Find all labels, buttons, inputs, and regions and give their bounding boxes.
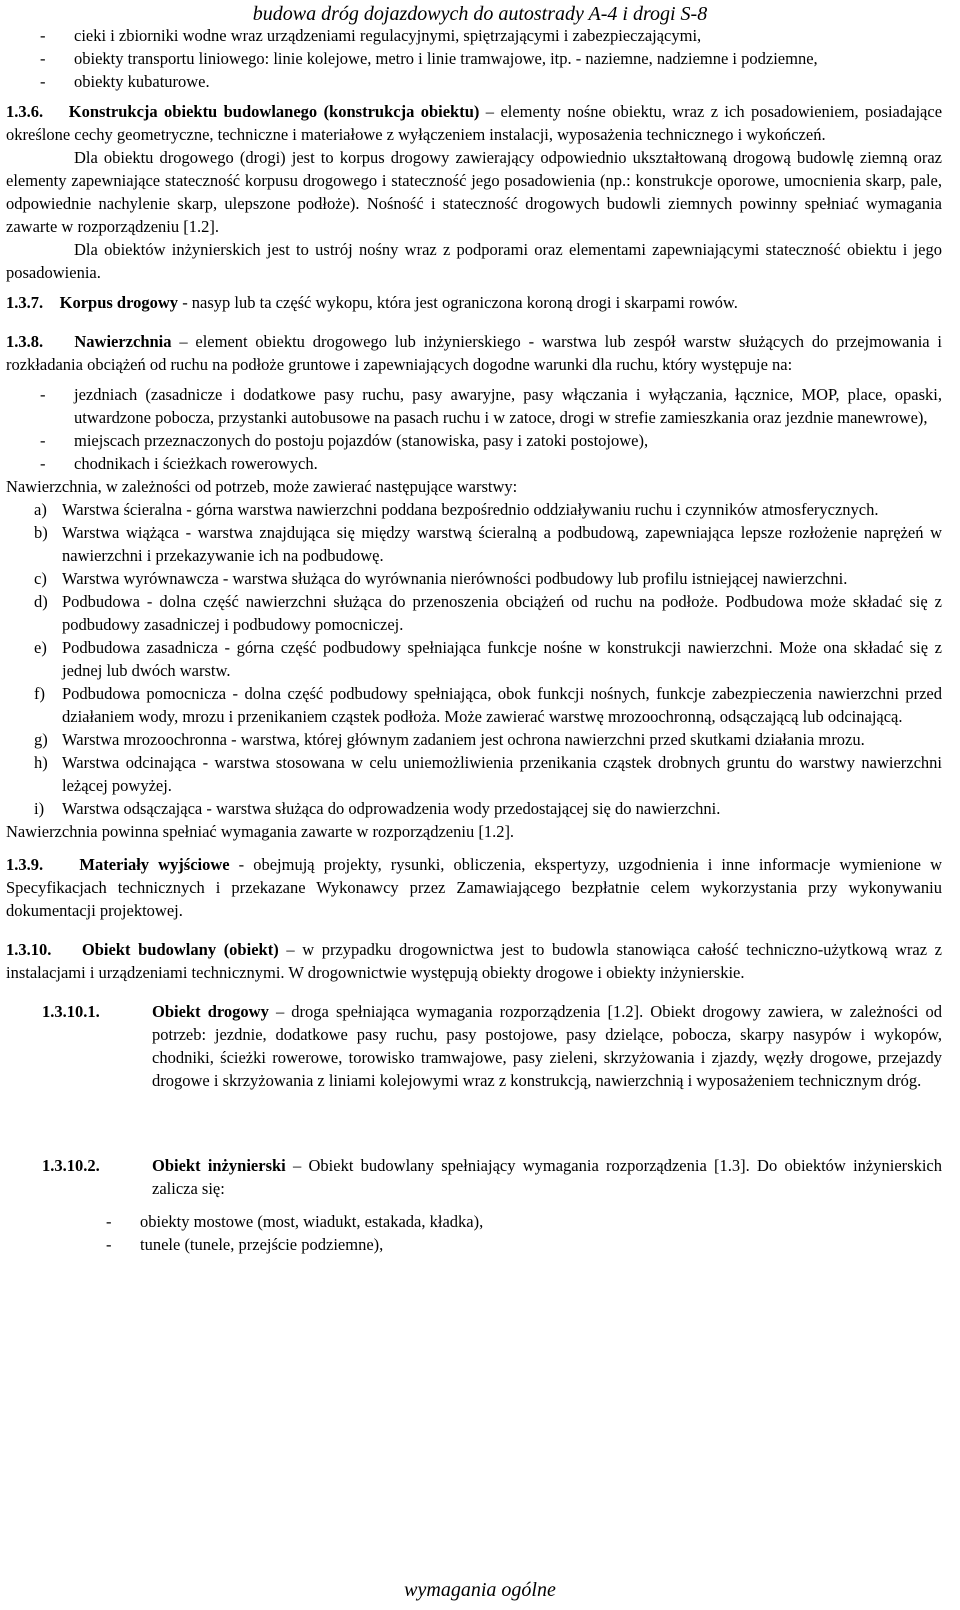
layer-item: i) Warstwa odsączająca - warstwa służąca do odprowadzenia wody przedostającej się do nawierzchni. <box>34 799 721 818</box>
list-marker: c) <box>34 569 47 588</box>
dash-marker: - <box>40 72 46 91</box>
list-marker: b) <box>34 523 48 542</box>
list-marker: g) <box>34 730 48 749</box>
list-item: - obiekty transportu liniowego: linie kolejowe, metro i linie tramwajowe, itp. - naziemne, nadziemne i podziemne, <box>40 49 818 68</box>
layer-item: a) Warstwa ścieralna - górna warstwa nawierzchni poddana bezpośrednio oddziaływaniu ruchu i czynników atmosferycznych. <box>34 500 879 519</box>
layer-item: d) Podbudowa - dolna część nawierzchni służąca do przenoszenia obciążeń od ruchu na podłoże. Podbudowa może składać się z podbudowy zasadniczej i podbudowy pomocniczej. <box>34 592 942 634</box>
section-term: Nawierzchnia <box>74 332 172 351</box>
section-number: 1.3.10. <box>6 940 52 959</box>
section-term: Materiały wyjściowe <box>79 855 230 874</box>
section-term: Korpus drogowy <box>59 293 179 312</box>
layer-item: b) Warstwa wiążąca - warstwa znajdująca się między warstwą ścieralną a podbudową, zapewniająca lepsze rozłożenie naprężeń w nawierzchni i przekazywanie ich na podbudowę. <box>34 523 942 565</box>
list-item: - obiekty mostowe (most, wiadukt, estakada, kładka), <box>106 1212 484 1231</box>
section-1-3-6: 1.3.6. Konstrukcja obiektu budowlanego (konstrukcja obiektu) – elementy nośne obiektu, wraz z ich posadowieniem, posiadające określone cechy geometryczne, techniczne i materiałowe z wyłączeniem instalacji, wyposażenia technicznego i wykończeń. <box>6 102 943 144</box>
page-footer: wymagania ogólne <box>404 1579 556 1601</box>
section-1-3-8: 1.3.8. Nawierzchnia – element obiektu drogowego lub inżynierskiego - warstwa lub zespół warstw służących do przejmowania i rozkładania obciążeń od ruchu na podłoże gruntowe i zapewniających dogodne warunki dla ruchu, który występuje na: <box>6 332 942 374</box>
list-item: - cieki i zbiorniki wodne wraz urządzeniami regulacyjnymi, spiętrzającymi i zabezpieczającymi, <box>40 26 702 45</box>
list-marker: i) <box>34 799 45 818</box>
document-body <box>6 24 942 1256</box>
section-term: Konstrukcja obiektu budowlanego (konstrukcja obiektu) <box>68 102 480 121</box>
list-marker: e) <box>34 638 47 657</box>
section-number: 1.3.7. <box>6 293 44 312</box>
list-marker: d) <box>34 592 48 611</box>
dash-marker: - <box>106 1235 112 1254</box>
dash-marker: - <box>40 49 46 68</box>
list-item: - chodnikach i ścieżkach rowerowych. <box>40 454 318 473</box>
section-1-3-10-1: 1.3.10.1. Obiekt drogowy – droga spełniająca wymagania rozporządzenia [1.2]. Obiekt drogowy zawiera, w zależności od potrzeb: jezdnie, dodatkowe pasy ruchu, pasy postojowe, pasy dzielące, pobocza, skarpy nasypów i wykopów, chodniki, ścieżki rowerowe, torowisko tramwajowe, pasy zieleni, skrzyżowania i zjazdy, węzły drogowe, przejazdy drogowe i skrzyżowania z liniami kolejowymi wraz z konstrukcją, nawierzchnią i wyposażeniem technicznym dróg. <box>42 1002 942 1090</box>
page-header: budowa dróg dojazdowych do autostrady A-4 i drogi S-8 <box>252 3 708 25</box>
section-1-3-10-2: 1.3.10.2. Obiekt inżynierski – Obiekt budowlany spełniający wymagania rozporządzenia [1.3]. Do obiektów inżynierskich zalicza się: <box>42 1156 942 1198</box>
list-item: - tunele (tunele, przejście podziemne), <box>106 1235 384 1254</box>
dash-marker: - <box>106 1212 112 1231</box>
section-term: Obiekt inżynierski <box>152 1156 286 1175</box>
section-number: 1.3.9. <box>6 855 44 874</box>
list-marker: a) <box>34 500 47 519</box>
list-marker: h) <box>34 753 48 772</box>
list-item: - miejscach przeznaczonych do postoju pojazdów (stanowiska, pasy i zatoki postojowe), <box>40 431 649 450</box>
list-item: - jezdniach (zasadnicze i dodatkowe pasy ruchu, pasy awaryjne, pasy włączania i wyłączania, łącznice, MOP, place, opaski, utwardzone pobocza, przystanki autobusowe na pasach ruchu i w zatoce, drogi w strefie zamieszkania oraz jezdnie manewrowe), <box>40 385 942 427</box>
section-number: 1.3.8. <box>6 332 44 351</box>
layer-item: e) Podbudowa zasadnicza - górna część podbudowy spełniająca funkcje nośne w konstrukcji nawierzchni. Może ona składać się z jednej lub dwóch warstw. <box>34 638 942 680</box>
section-term: Obiekt drogowy <box>152 1002 269 1021</box>
dash-marker: - <box>40 431 46 450</box>
paragraph: Nawierzchnia, w zależności od potrzeb, może zawierać następujące warstwy: <box>6 477 518 496</box>
section-1-3-10: 1.3.10. Obiekt budowlany (obiekt) – w przypadku drogownictwa jest to budowla stanowiąca całość techniczno-użytkową wraz z instalacjami i urządzeniami technicznymi. W drogownictwie występują obiekty drogowe i obiekty inżynierskie. <box>6 940 942 982</box>
layer-item: c) Warstwa wyrównawcza - warstwa służąca do wyrównania nierówności podbudowy lub profilu istniejącej nawierzchni. <box>34 569 848 588</box>
list-item: - obiekty kubaturowe. <box>40 72 210 91</box>
dash-marker: - <box>40 26 46 45</box>
section-1-3-7: 1.3.7. Korpus drogowy - nasyp lub ta część wykopu, która jest ograniczona koroną drogi i skarpami rowów. <box>6 293 738 312</box>
paragraph: Dla obiektów inżynierskich jest to ustrój nośny wraz z podporami oraz elementami zapewniającymi stateczność obiektu i jego posadowienia. <box>6 240 942 282</box>
dash-marker: - <box>40 385 46 404</box>
dash-marker: - <box>40 454 46 473</box>
layer-item: h) Warstwa odcinająca - warstwa stosowana w celu uniemożliwienia przenikania cząstek drobnych gruntu do warstwy nawierzchni leżącej powyżej. <box>34 753 942 795</box>
list-marker: f) <box>34 684 45 703</box>
section-number: 1.3.6. <box>6 102 44 121</box>
section-1-3-9: 1.3.9. Materiały wyjściowe - obejmują projekty, rysunki, obliczenia, ekspertyzy, uzgodnienia i inne informacje wymienione w Specyfikacjach technicznych i przekazane Wykonawcy przez Zamawiającego bezpłatnie celem wykorzystania przy wykonywaniu dokumentacji projektowej. <box>6 855 942 920</box>
paragraph: Nawierzchnia powinna spełniać wymagania zawarte w rozporządzeniu [1.2]. <box>6 822 515 841</box>
layer-item: f) Podbudowa pomocnicza - dolna część podbudowy spełniająca, obok funkcji nośnych, funkcje zabezpieczenia nawierzchni przed działaniem wody, mrozu i przenikaniem cząstek podłoża. Może zawierać warstwę mrozoochronną, odsączającą lub odcinającą. <box>34 684 942 726</box>
section-number: 1.3.10.1. <box>42 1002 100 1021</box>
section-number: 1.3.10.2. <box>42 1156 100 1175</box>
paragraph: Dla obiektu drogowego (drogi) jest to korpus drogowy zawierający odpowiednio ukształtowaną drogową budowlę ziemną oraz elementy zapewniające stateczność korpusu drogowego i stateczność jego posadowienia (np.: konstrukcje oporowe, umocnienia skarp, pale, odpowiednie nachylenie skarp, ulepszone podłoże). Nośność i stateczność drogowych budowli ziemnych powinny spełniać wymagania zawarte w rozporządzeniu [1.2]. <box>6 148 942 236</box>
layer-item: g) Warstwa mrozoochronna - warstwa, której głównym zadaniem jest ochrona nawierzchni przed skutkami działania mrozu. <box>34 730 865 749</box>
section-term: Obiekt budowlany (obiekt) <box>81 940 279 959</box>
